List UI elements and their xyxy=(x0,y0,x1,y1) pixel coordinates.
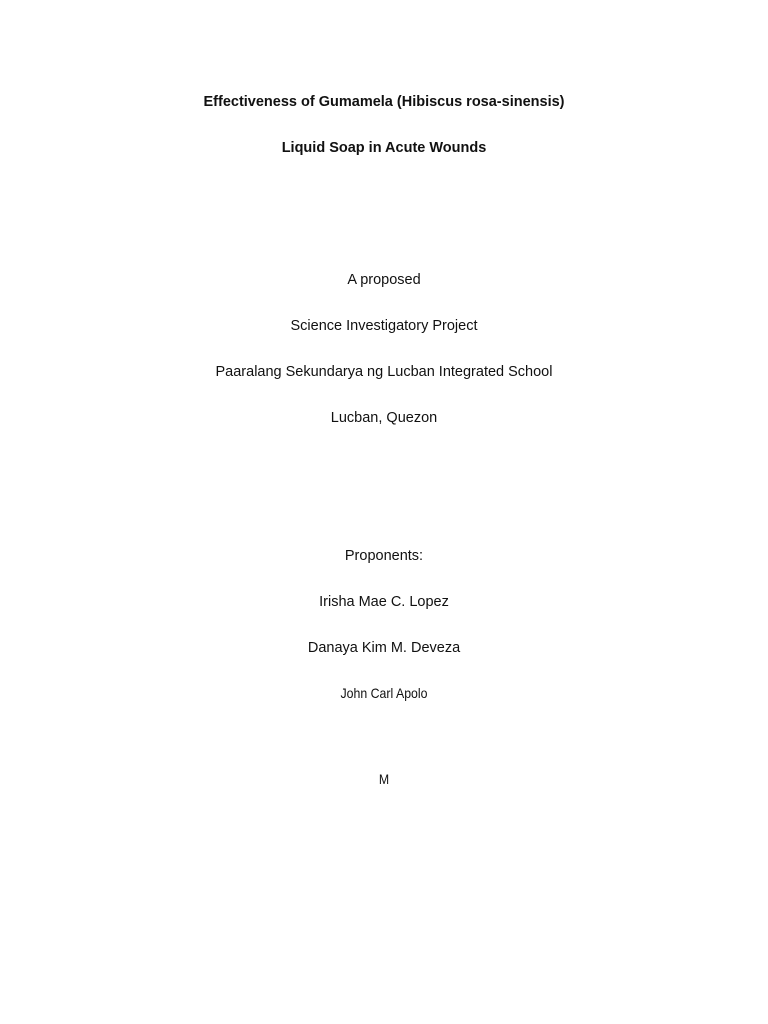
title-line-1: Effectiveness of Gumamela (Hibiscus rosa-sinensis) xyxy=(203,94,565,110)
trailing-mark: M xyxy=(378,771,390,787)
proponent-name: Danaya Kim M. Deveza xyxy=(307,640,461,656)
title-line-2: Liquid Soap in Acute Wounds xyxy=(281,140,487,156)
proponent-name: Irisha Mae C. Lopez xyxy=(319,594,449,610)
school-name: Paaralang Sekundarya ng Lucban Integrated School xyxy=(215,364,553,380)
school-location: Lucban, Quezon xyxy=(330,410,438,426)
proponents-heading: Proponents: xyxy=(344,548,424,564)
proposal-intro: A proposed xyxy=(347,272,421,288)
proponent-name: John Carl Apolo xyxy=(340,685,428,701)
project-type: Science Investigatory Project xyxy=(290,318,478,334)
